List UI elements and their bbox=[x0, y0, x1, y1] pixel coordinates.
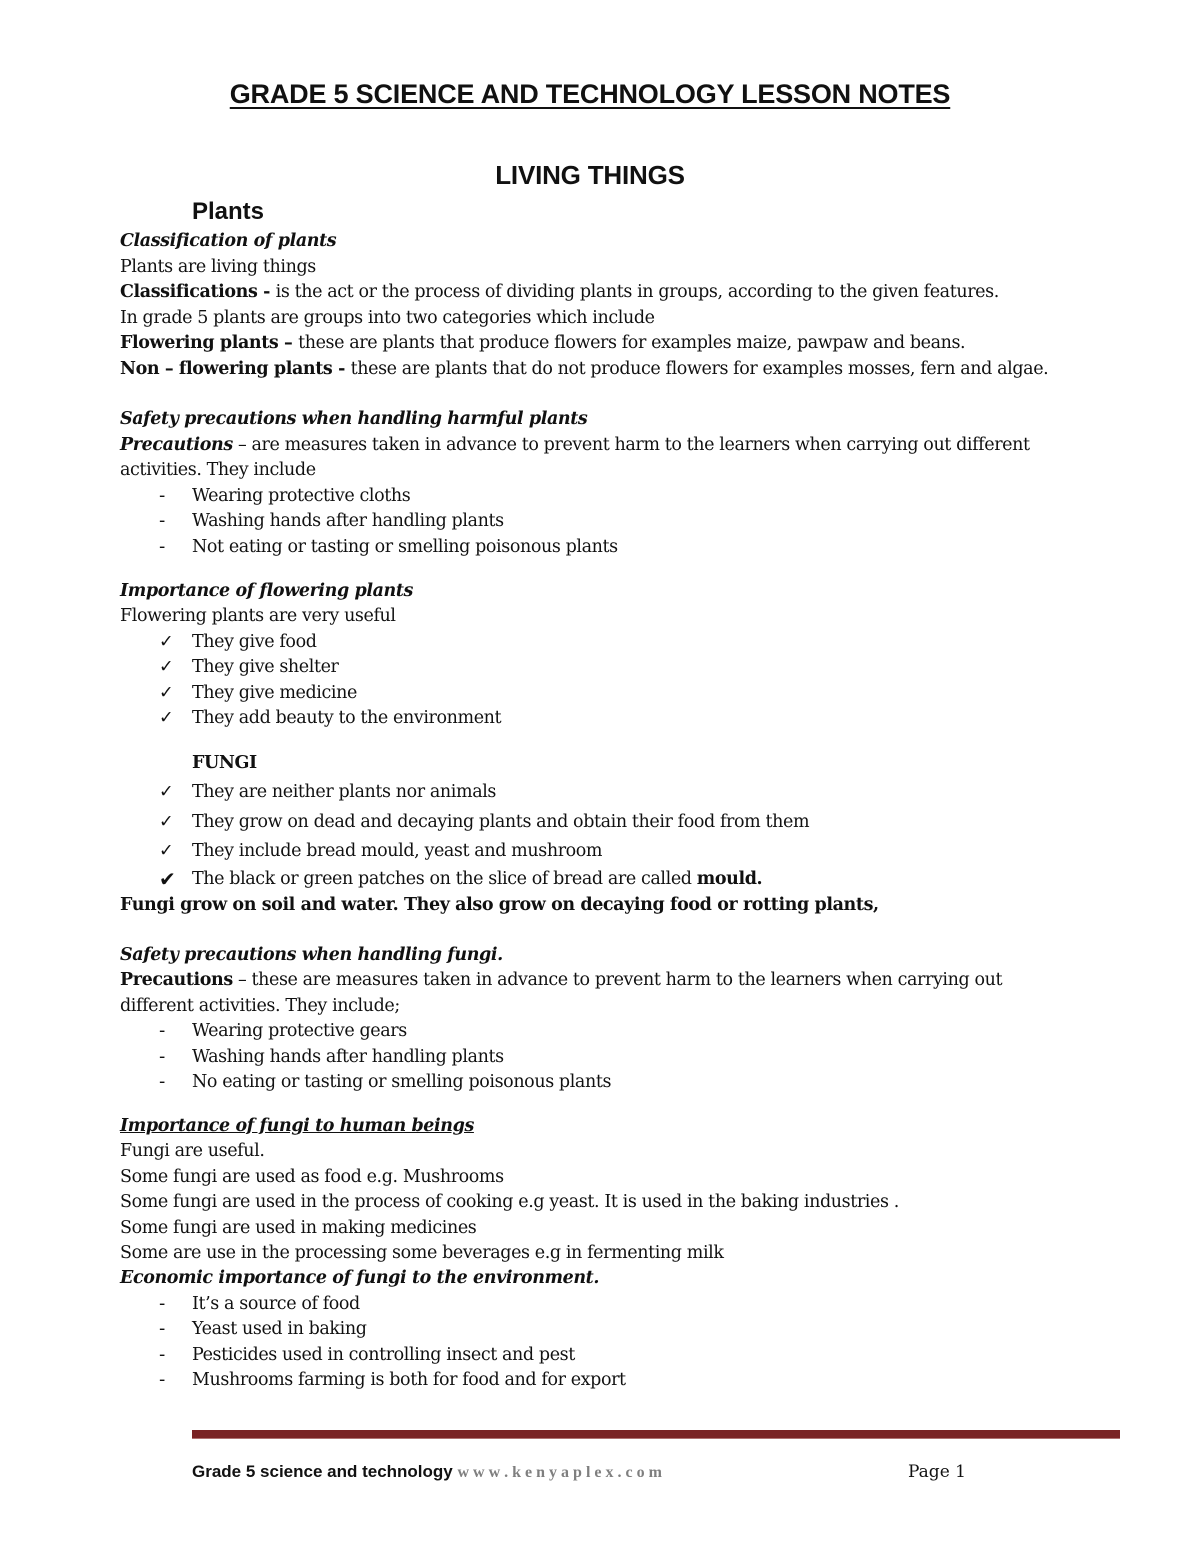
flowering-importance-heading: Importance of flowering plants bbox=[120, 581, 414, 601]
dash-bullet: - bbox=[159, 1021, 165, 1041]
plant-precautions-continued: activities. They include bbox=[120, 460, 316, 480]
check-icon: ✔ bbox=[159, 867, 176, 891]
fungi-precautions-definition bbox=[120, 968, 1002, 994]
dash-bullet: - bbox=[159, 1047, 165, 1067]
flowering-term: Flowering plants – bbox=[120, 333, 299, 353]
plant-precautions-text: – are measures taken in advance to prevent harm to the learners when carrying out different bbox=[232, 435, 1030, 455]
footer-divider bbox=[192, 1430, 1120, 1439]
plant-precautions-definition bbox=[120, 433, 1030, 459]
classification-text: is the act or the process of dividing plants in groups, according to the given features. bbox=[275, 282, 999, 302]
check-icon: ✓ bbox=[159, 708, 174, 728]
fungi-precautions-text: – these are measures taken in advance to prevent harm to the learners when carrying out bbox=[232, 970, 1003, 990]
fungi-safety-heading: Safety precautions when handling fungi. bbox=[120, 945, 503, 965]
dash-bullet: - bbox=[159, 486, 165, 506]
page-number: Page 1 bbox=[908, 1462, 966, 1482]
nonflowering-definition bbox=[120, 357, 1048, 383]
dash-bullet: - bbox=[159, 1345, 165, 1365]
fungi-importance-line: Some fungi are used in making medicines bbox=[120, 1218, 477, 1238]
economic-importance-heading: Economic importance of fungi to the environment. bbox=[120, 1268, 600, 1288]
nonflowering-term: Non – flowering plants - bbox=[120, 359, 351, 379]
document-page: GRADE 5 SCIENCE AND TECHNOLOGY LESSON NOTES LIVING THINGS Plants Classification of plants Plants are living things Classifications - is the act or the process of dividing plants in groups, according to the given features. In grade 5 plants are groups into two categories which include Flowering plants – these are plants that produce flowers for examples maize, pawpaw and beans. Non – flowering plants - these are plants that do not produce flowers for examples mosses, fern and algae. Safety precautions when handling harmful plants Precautions – are measures taken in advance to prevent harm to the learners when carrying out different activities. They include - Wearing protective cloths - Washing hands after handling plants - Not eating or tasting or smelling poisonous plants Importance of flowering plants Flowering plants are very useful ✓ They give food ✓ They give shelter ✓ They give medicine ✓ They add beauty to the environment FUNGI ✓ They are neither plants nor animals ✓ They grow on dead and decaying plants and obtain their food from them ✓ They include bread mould, yeast and mushroom ✔ The black or green patches on the slice of bread are called mould. Fungi grow on soil and water. They also grow on decaying food or rotting plants, Safety precautions when handling fungi. Precautions – these are measures taken in advance to prevent harm to the learners when carrying out different activities. They include; - Wearing protective gears - Washing hands after handling plants - No eating or tasting or smelling poisonous plants Importance of fungi to human beings Fungi are useful. Some fungi are used as food e.g. Mushrooms Some fungi are used in the process of cooking e.g yeast. It is used in the baking industries . Some fungi are used in making medicines Some are use in the processing some beverages e.g in fermenting milk Economic importance of fungi to the environment. - It’s a source of food - Yeast used in baking - Pesticides used in controlling insect and pest - Mushrooms farming is both for food and for export Grade 5 science and technology w w w . k e n y a p l e x . c o m Page 1 bbox=[0, 0, 1200, 1553]
flowering-definition bbox=[120, 331, 965, 357]
nonflowering-text: these are plants that do not produce flowers for examples mosses, fern and algae. bbox=[350, 359, 1049, 379]
dash-bullet: - bbox=[159, 1370, 165, 1390]
plant-safety-heading: Safety precautions when handling harmful plants bbox=[120, 409, 588, 429]
plants-heading: Plants bbox=[192, 198, 265, 225]
dash-bullet: - bbox=[159, 511, 165, 531]
fungi-importance-line: Some are use in the processing some beverages e.g in fermenting milk bbox=[120, 1243, 724, 1263]
check-icon: ✓ bbox=[159, 841, 174, 861]
fungi-precautions-term: Precautions bbox=[120, 970, 233, 990]
plants-intro: Plants are living things bbox=[120, 257, 316, 277]
flowering-text: these are plants that produce flowers for examples maize, pawpaw and beans. bbox=[298, 333, 966, 353]
dash-bullet: - bbox=[159, 537, 165, 557]
footer-label: Grade 5 science and technology w w w . k e n y a p l e x . c o m bbox=[192, 1462, 662, 1481]
check-icon: ✓ bbox=[159, 812, 174, 832]
dash-bullet: - bbox=[159, 1294, 165, 1314]
dash-bullet: - bbox=[159, 1319, 165, 1339]
plant-precautions-term: Precautions bbox=[120, 435, 233, 455]
fungi-importance-heading: Importance of fungi to human beings bbox=[120, 1116, 474, 1136]
grade-note: In grade 5 plants are groups into two categories which include bbox=[120, 308, 655, 328]
flowering-importance-intro: Flowering plants are very useful bbox=[120, 606, 396, 626]
classification-heading: Classification of plants bbox=[120, 231, 337, 251]
dash-bullet: - bbox=[159, 1072, 165, 1092]
check-icon: ✓ bbox=[159, 683, 174, 703]
check-icon: ✓ bbox=[159, 632, 174, 652]
fungi-precautions-continued: different activities. They include; bbox=[120, 996, 400, 1016]
fungi-heading: FUNGI bbox=[192, 753, 257, 773]
fungi-growth-note: Fungi grow on soil and water. They also grow on decaying food or rotting plants, bbox=[120, 895, 879, 915]
footer-website: w w w . k e n y a p l e x . c o m bbox=[457, 1464, 662, 1481]
section-title: LIVING THINGS bbox=[495, 160, 685, 190]
classification-definition bbox=[120, 280, 999, 306]
mould-term: mould. bbox=[696, 869, 763, 889]
fungi-importance-line: Some fungi are used in the process of cooking e.g yeast. It is used in the baking industries . bbox=[120, 1192, 899, 1212]
fungi-importance-line: Some fungi are used as food e.g. Mushrooms bbox=[120, 1167, 504, 1187]
check-icon: ✓ bbox=[159, 782, 174, 802]
document-title: GRADE 5 SCIENCE AND TECHNOLOGY LESSON NOTES bbox=[229, 79, 951, 109]
fungi-importance-line: Fungi are useful. bbox=[120, 1141, 265, 1161]
check-icon: ✓ bbox=[159, 657, 174, 677]
classification-term: Classifications - bbox=[120, 282, 276, 302]
